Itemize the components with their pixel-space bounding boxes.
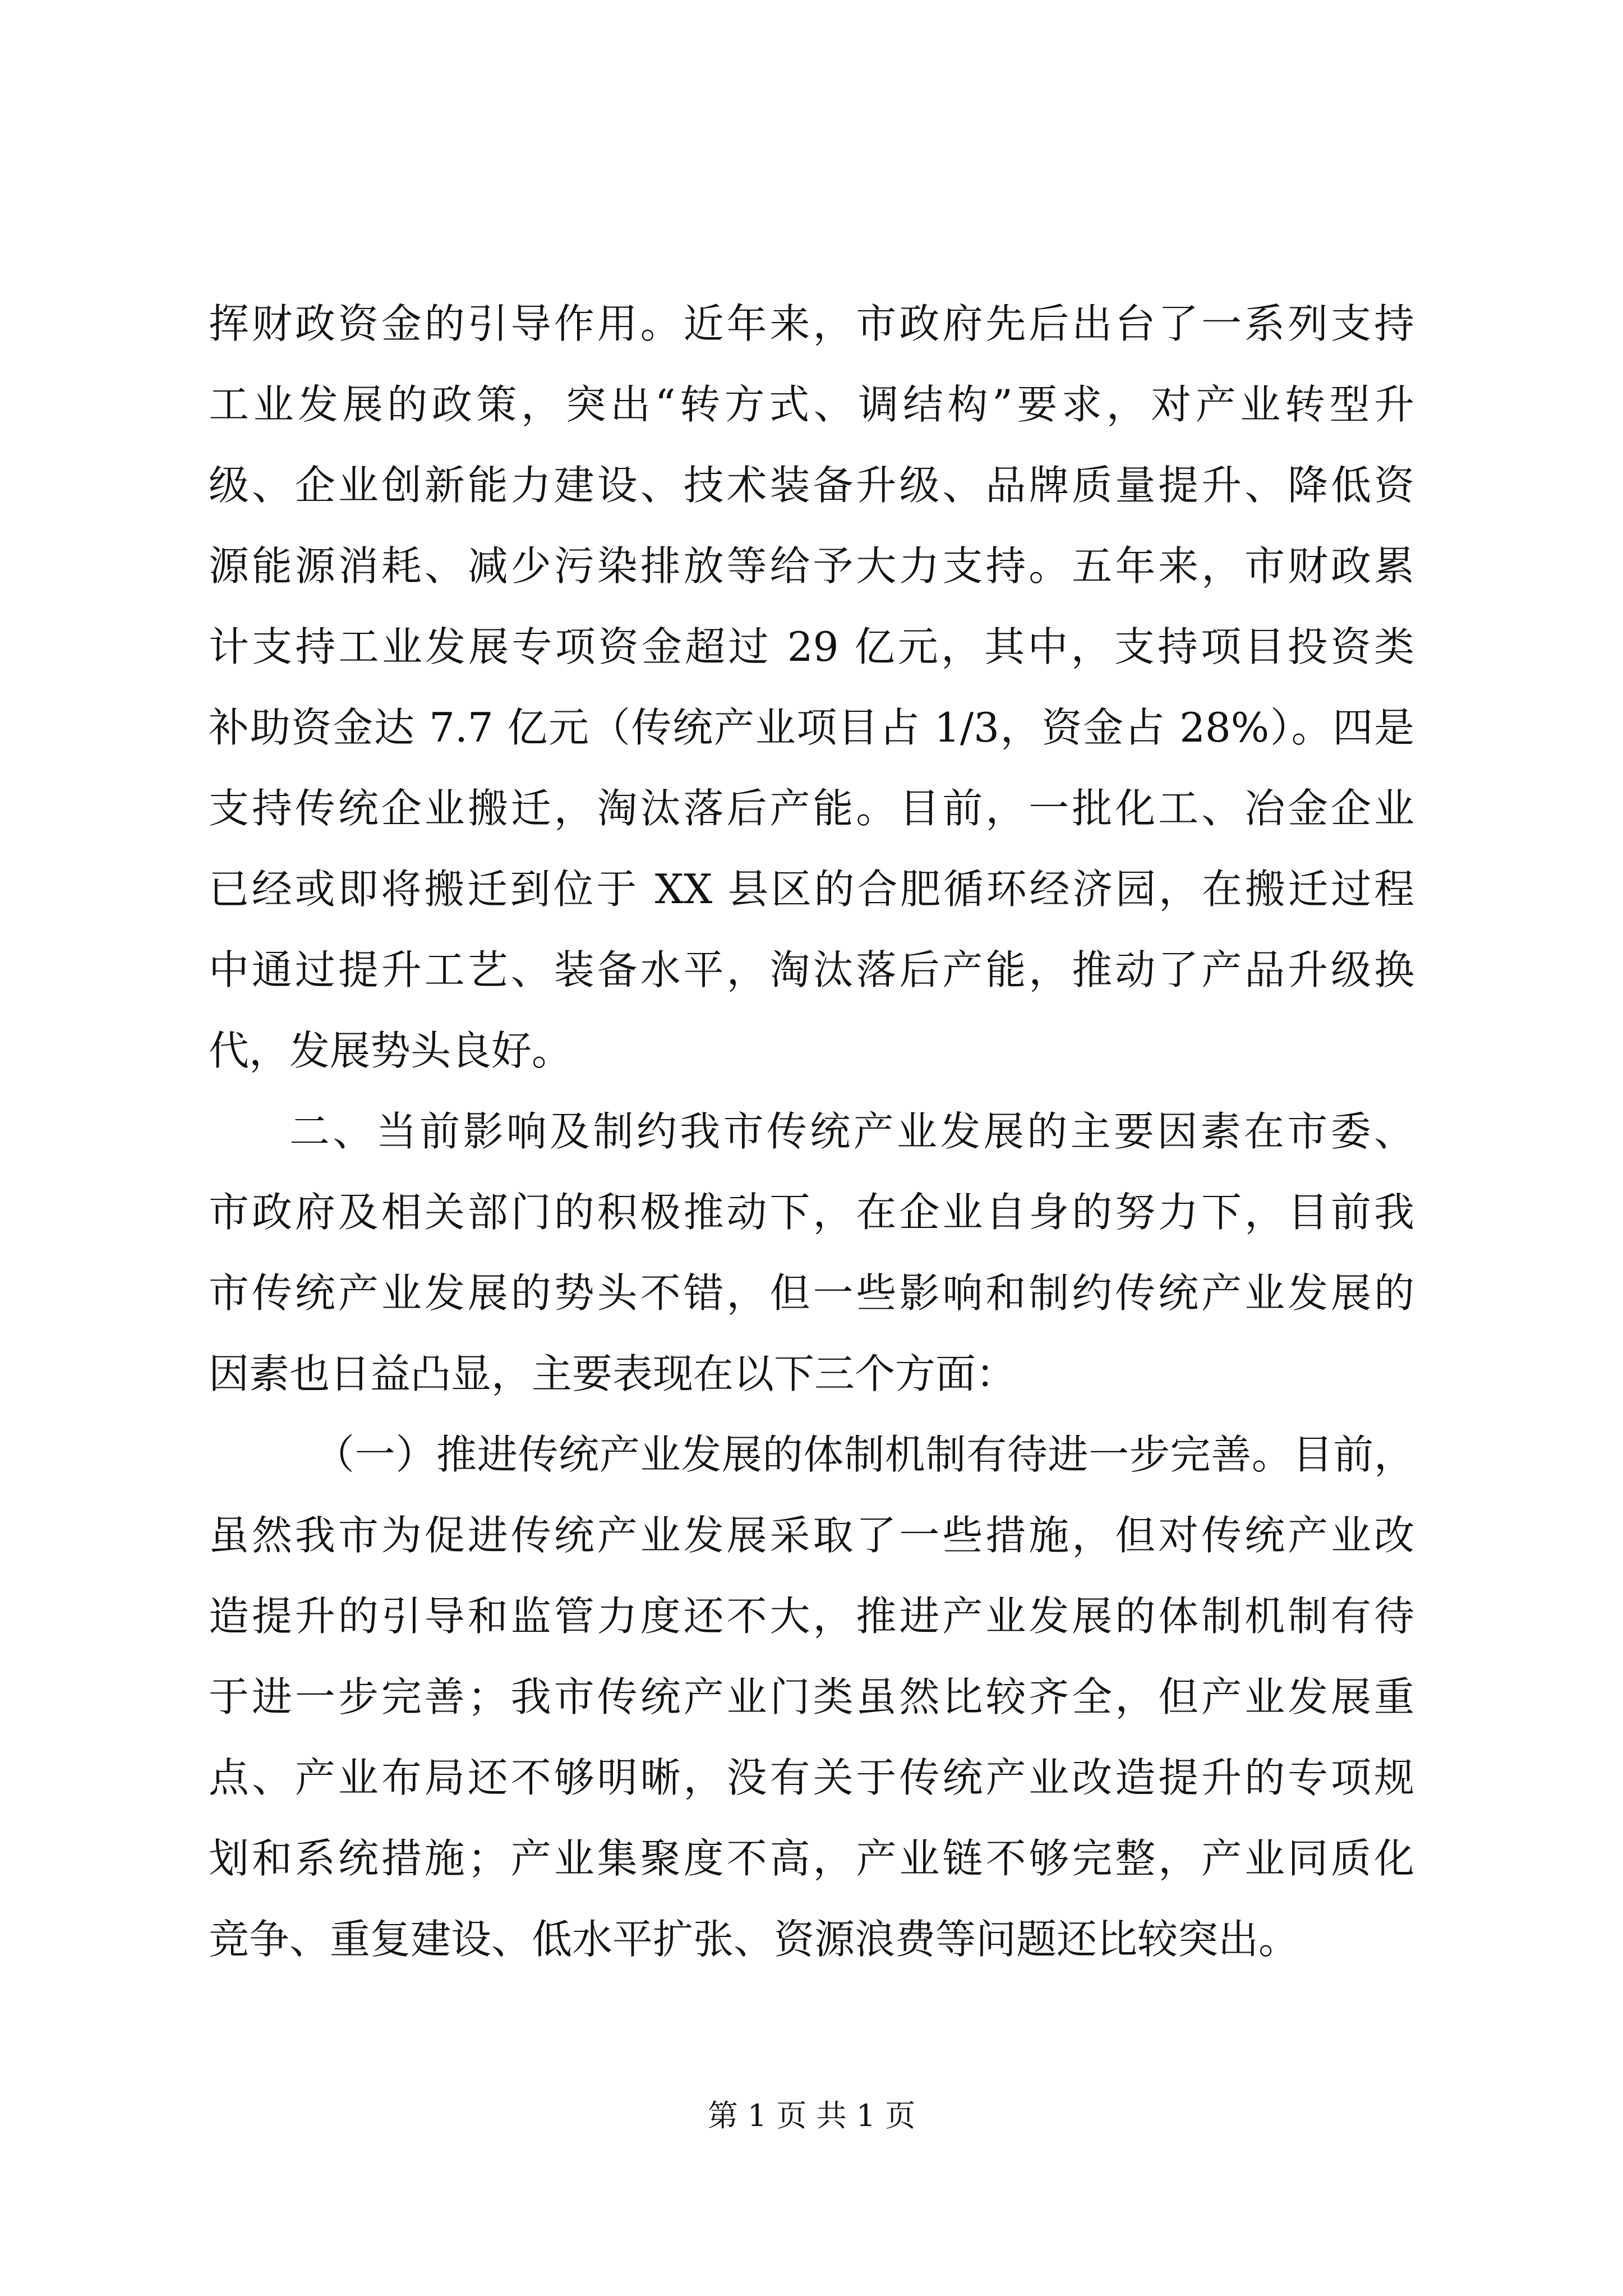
- text-line: 支持传统企业搬迁，淘汰落后产能。目前，一批化工、冶金企业: [209, 785, 1414, 832]
- text-line: 划和系统措施；产业集聚度不高，产业链不够完整，产业同质化: [209, 1835, 1414, 1882]
- text-line: 中通过提升工艺、装备水平，淘汰落后产能，推动了产品升级换: [209, 946, 1414, 993]
- text-line: 已经或即将搬迁到位于 XX 县区的合肥循环经济园，在搬迁过程: [209, 866, 1414, 913]
- text-line: 造提升的引导和监管力度还不大，推进产业发展的体制机制有待: [209, 1593, 1414, 1640]
- text-line: 计支持工业发展专项资金超过 29 亿元，其中，支持项目投资类: [209, 623, 1414, 670]
- text-line: 于进一步完善；我市传统产业门类虽然比较齐全，但产业发展重: [209, 1673, 1414, 1720]
- text-line: 工业发展的政策，突出“转方式、调结构”要求，对产业转型升: [209, 381, 1414, 428]
- text-line: 代，发展势头良好。: [209, 1027, 573, 1074]
- text-line: 市政府及相关部门的积极推动下，在企业自身的努力下，目前我: [209, 1189, 1414, 1236]
- text-line: 竞争、重复建设、低水平扩张、资源浪费等问题还比较突出。: [209, 1916, 1299, 1963]
- section-heading-line: 二、当前影响及制约我市传统产业发展的主要因素在市委、: [289, 1108, 1414, 1155]
- text-line: 点、产业布局还不够明晰，没有关于传统产业改造提升的专项规: [209, 1754, 1414, 1801]
- text-line: 挥财政资金的引导作用。近年来，市政府先后出台了一系列支持: [209, 300, 1414, 347]
- page-number-footer: 第 1 页 共 1 页: [707, 2098, 916, 2133]
- text-line: 市传统产业发展的势头不错，但一些影响和制约传统产业发展的: [209, 1269, 1414, 1317]
- text-line: 级、企业创新能力建设、技术装备升级、品牌质量提升、降低资: [209, 462, 1414, 509]
- text-line: 因素也日益凸显，主要表现在以下三个方面：: [209, 1350, 1017, 1397]
- subsection-heading-line: （一）推进传统产业发展的体制机制有待进一步完善。目前，: [314, 1431, 1414, 1478]
- text-line: 补助资金达 7.7 亿元（传统产业项目占 1/3，资金占 28%）。四是: [209, 704, 1414, 751]
- text-line: 源能源消耗、减少污染排放等给予大力支持。五年来，市财政累: [209, 542, 1414, 590]
- text-line: 虽然我市为促进传统产业发展采取了一些措施，但对传统产业改: [209, 1512, 1414, 1559]
